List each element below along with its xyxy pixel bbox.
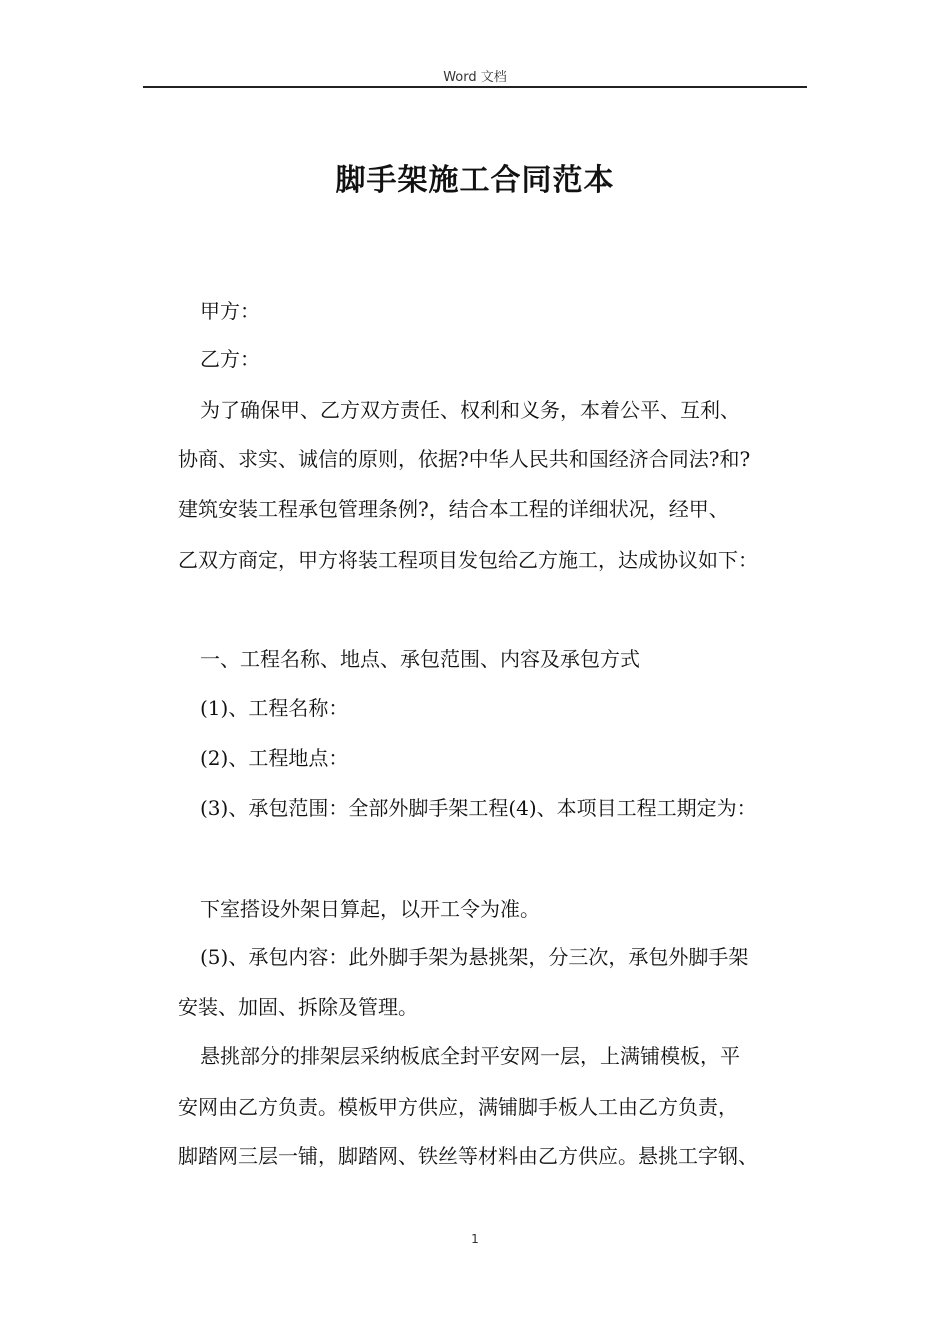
list-item: (5)、承包内容：此外脚手架为悬挑架，分三次，承包外脚手架 [200,945,749,969]
party-b-line: 乙方： [200,347,260,371]
paragraph-line: 协商、求实、诚信的原则，依据?中华人民共和国经济合同法?和? [178,447,751,471]
page-header: Word 文档 [443,70,507,85]
paragraph-line: 乙双方商定，甲方将装工程项目发包给乙方施工，达成协议如下： [178,548,758,572]
document-title: 脚手架施工合同范本 [335,163,615,198]
list-item: (3)、承包范围：全部外脚手架工程(4)、本项目工程工期定为： [200,796,757,820]
header-divider [143,86,807,88]
page-number: 1 [471,1232,479,1246]
paragraph-line: 安装、加固、拆除及管理。 [178,995,418,1019]
paragraph-line: 安网由乙方负责。模板甲方供应，满铺脚手板人工由乙方负责， [178,1095,738,1119]
paragraph-line: 悬挑部分的排架层采纳板底全封平安网一层，上满铺模板，平 [200,1044,740,1068]
paragraph-line: 建筑安装工程承包管理条例?，结合本工程的详细状况，经甲、 [178,497,729,521]
section-heading: 一、工程名称、地点、承包范围、内容及承包方式 [200,647,640,671]
list-item: (1)、工程名称： [200,696,349,720]
party-a-line: 甲方： [200,299,260,323]
list-item: (2)、工程地点： [200,746,349,770]
paragraph-line: 下室搭设外架日算起，以开工令为准。 [200,897,540,921]
paragraph-line: 脚踏网三层一铺，脚踏网、铁丝等材料由乙方供应。悬挑工字钢、 [178,1144,758,1168]
paragraph-line: 为了确保甲、乙方双方责任、权利和义务，本着公平、互利、 [200,398,740,422]
